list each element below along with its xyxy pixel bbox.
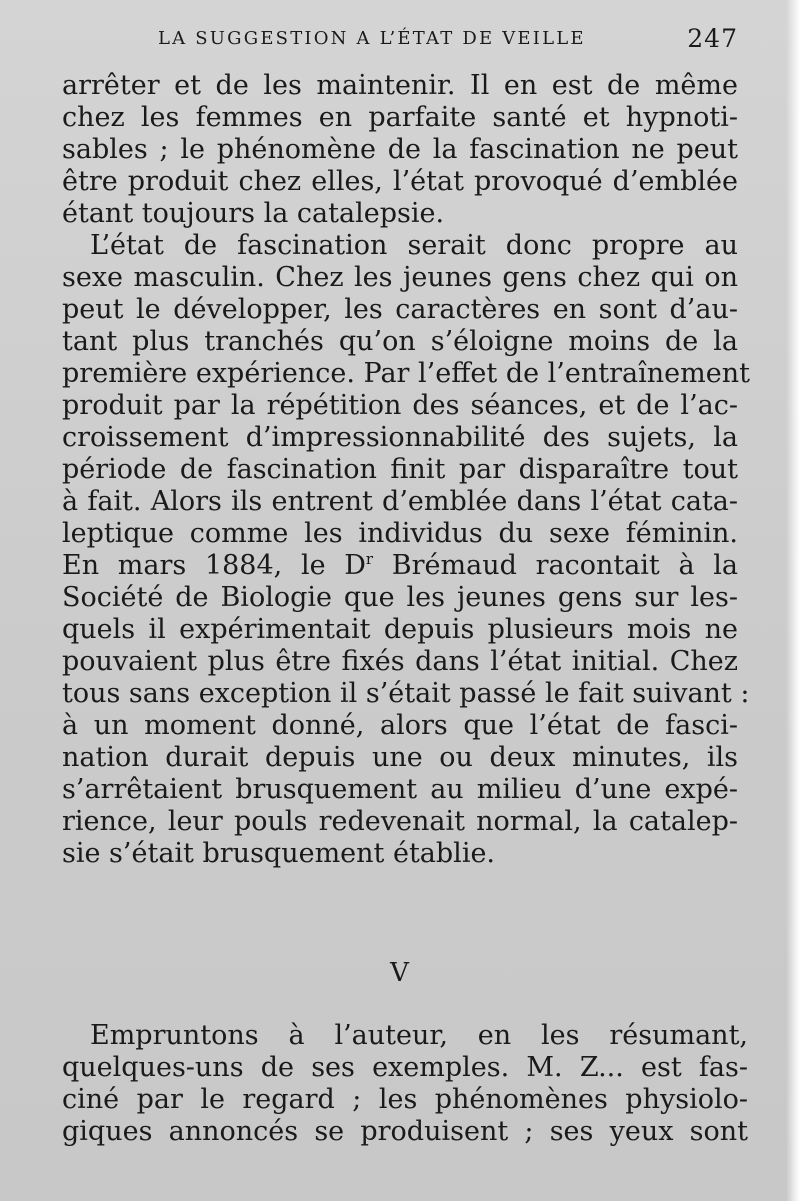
page-header	[158, 24, 738, 56]
text-line: ciné par le regard ; les phénomènes physiolo-	[62, 1084, 748, 1115]
text-line: Société de Biologie que les jeunes gens sur les-	[62, 582, 738, 613]
text-fragment: En mars 1884, le D	[62, 550, 366, 581]
text-line: à fait. Alors ils entrent d’emblée dans l’état cata-	[62, 486, 738, 517]
text-line: tous sans exception il s’était passé le fait suivant :	[62, 678, 750, 709]
text-line: croissement d’impressionnabilité des sujets, la	[62, 422, 738, 453]
page-number: 247	[687, 24, 738, 53]
text-line: L’état de fascination serait donc propre au	[90, 230, 738, 261]
superscript: r	[365, 550, 374, 568]
text-line: Empruntons à l’auteur, en les résumant,	[90, 1020, 748, 1051]
text-fragment: Brémaud racontait à la	[373, 550, 738, 581]
text-line: arrêter et de les maintenir. Il en est de même	[62, 70, 738, 101]
text-line: première expérience. Par l’effet de l’entraînement	[62, 358, 750, 389]
text-line: pouvaient plus être fixés dans l’état initial. Chez	[62, 646, 738, 677]
text-line: étant toujours la catalepsie.	[62, 198, 445, 229]
text-line: quelques-uns de ses exemples. M. Z... est fas-	[62, 1052, 748, 1083]
text-line: quels il expérimentait depuis plusieurs mois ne	[62, 614, 738, 645]
text-line: tant plus tranchés qu’on s’éloigne moins de la	[62, 326, 738, 357]
main-text	[62, 70, 750, 870]
text-line	[62, 550, 738, 582]
text-line: nation durait depuis une ou deux minutes, ils	[62, 742, 738, 773]
running-head: LA SUGGESTION A L’ÉTAT DE VEILLE	[158, 28, 586, 49]
text-line: produit par la répétition des séances, et de l’ac-	[62, 390, 738, 421]
text-line: peut le développer, les caractères en sont d’au-	[62, 294, 738, 325]
section-heading: V	[390, 958, 410, 988]
text-line: chez les femmes en parfaite santé et hypnoti-	[62, 102, 738, 133]
text-line: à un moment donné, alors que l’état de fasci-	[62, 710, 738, 741]
page-edge	[786, 0, 800, 1201]
text-line: sie s’était brusquement établie.	[62, 838, 496, 869]
text-line: giques annoncés se produisent ; ses yeux sont	[62, 1116, 748, 1147]
text-line: être produit chez elles, l’état provoqué d’emblée	[62, 166, 738, 197]
text-line: sexe masculin. Chez les jeunes gens chez qui on	[62, 262, 738, 293]
text-line: sables ; le phénomène de la fascination ne peut	[62, 134, 738, 165]
section-text	[62, 1020, 748, 1148]
text-line: rience, leur pouls redevenait normal, la catalep-	[62, 806, 738, 837]
text-line: période de fascination finit par disparaître tout	[62, 454, 738, 485]
text-line: leptique comme les individus du sexe féminin.	[62, 518, 738, 549]
text-line: s’arrêtaient brusquement au milieu d’une expé-	[62, 774, 738, 805]
